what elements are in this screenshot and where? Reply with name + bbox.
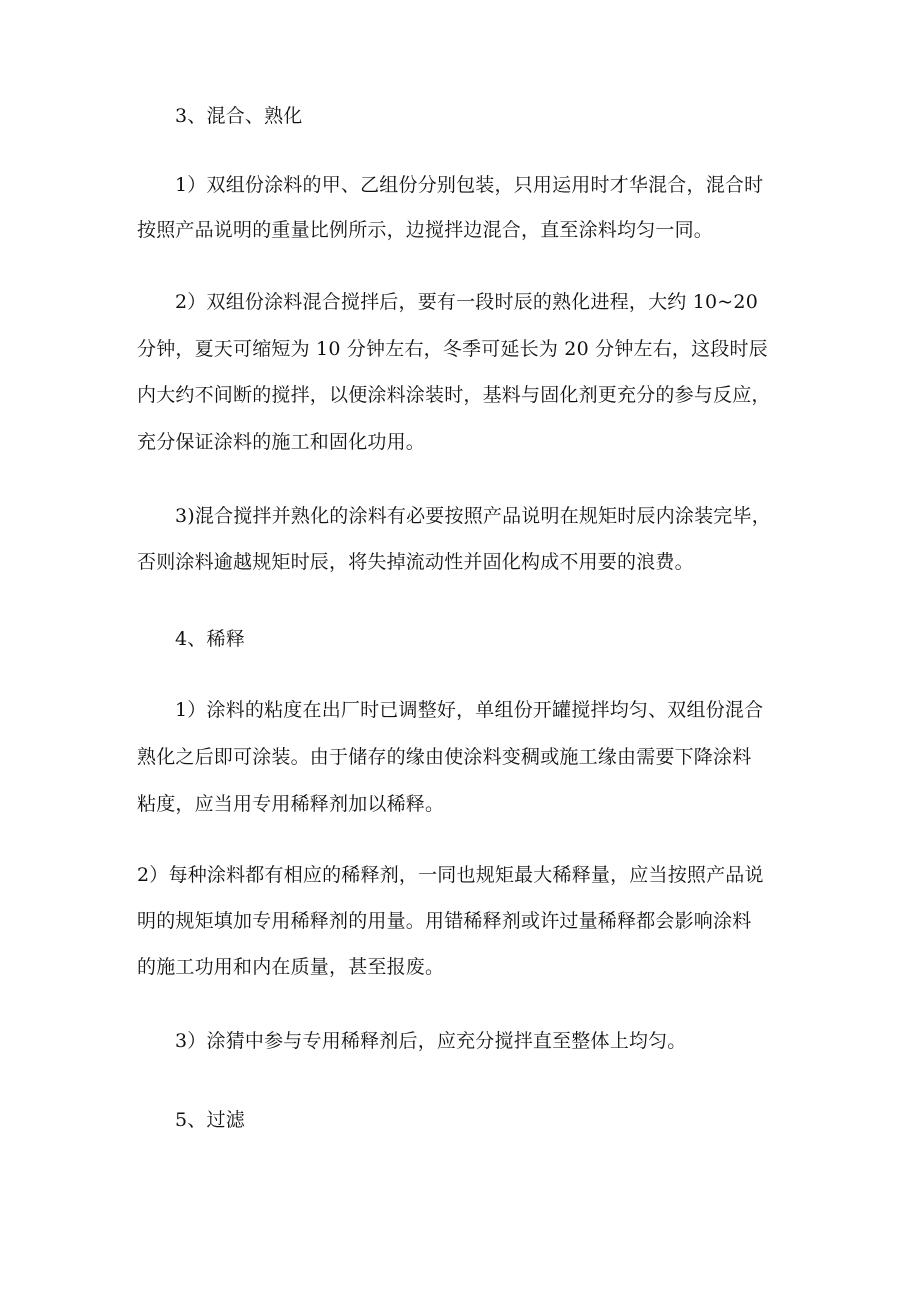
paragraph-line: 1）双组份涂料的甲、乙组份分别包装，只用运用时才华混合，混合时 — [175, 174, 764, 196]
paragraph-line: 分钟，夏天可缩短为 10 分钟左右，冬季可延长为 20 分钟左右，这段时辰 — [137, 338, 768, 360]
section-heading-dilution: 4、稀释 — [175, 628, 245, 650]
paragraph-line: 熟化之后即可涂装。由于储存的缘由使涂料变稠或施工缘由需要下降涂料 — [137, 746, 752, 768]
paragraph-line: 明的规矩填加专用稀释剂的用量。用错稀释剂或许过量稀释都会影响涂料 — [137, 910, 752, 932]
paragraph-line: 3)混合搅拌并熟化的涂料有必要按照产品说明在规矩时辰内涂装完毕， — [175, 505, 771, 527]
paragraph-line: 的施工功用和内在质量，甚至报废。 — [137, 956, 445, 978]
paragraph-line: 充分保证涂料的施工和固化功用。 — [137, 431, 426, 453]
paragraph-line: 2）双组份涂料混合搅拌后，要有一段时辰的熟化进程，大约 10~20 — [175, 291, 759, 313]
paragraph-line: 2）每种涂料都有相应的稀释剂，一同也规矩最大稀释量，应当按照产品说 — [137, 864, 764, 886]
section-heading-mixing: 3、混合、熟化 — [175, 105, 303, 127]
section-heading-filtering: 5、过滤 — [175, 1109, 245, 1131]
paragraph-line: 1）涂料的粘度在出厂时已调整好，单组份开罐搅拌均匀、双组份混合 — [175, 699, 764, 721]
paragraph-line: 否则涂料逾越规矩时辰，将失掉流动性并固化构成不用要的浪费。 — [137, 551, 694, 573]
paragraph-line: 按照产品说明的重量比例所示，边搅拌边混合，直至涂料均匀一同。 — [137, 219, 714, 241]
paragraph-line: 粘度，应当用专用稀释剂加以稀释。 — [137, 793, 445, 815]
paragraph-line: 3）涂猜中参与专用稀释剂后，应充分搅拌直至整体上均匀。 — [175, 1030, 687, 1052]
paragraph-line: 内大约不间断的搅拌，以便涂料涂装时，基料与固化剂更充分的参与反应， — [137, 384, 771, 406]
